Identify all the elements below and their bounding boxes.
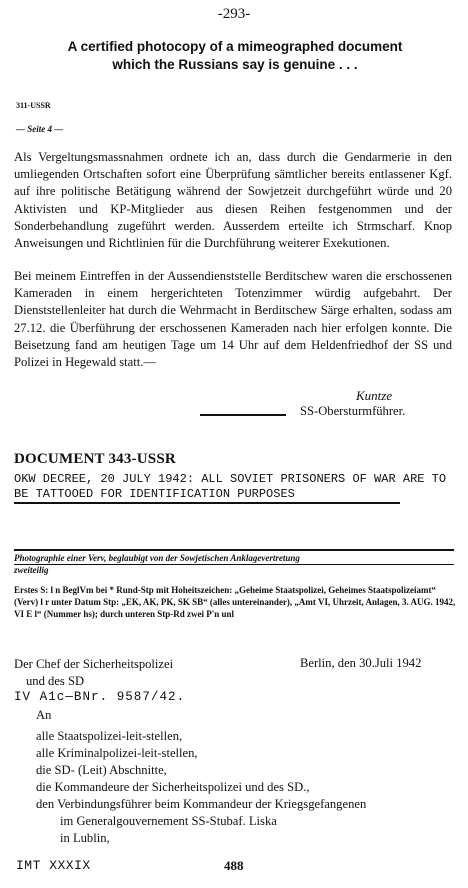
heading-line-2: which the Russians say is genuine . . . (112, 57, 358, 72)
signature-rank: SS-Obersturmführer. (300, 404, 406, 418)
page-heading (60, 38, 410, 74)
document-subtitle: OKW DECREE, 20 JULY 1942: ALL SOVIET PRISONERS OF WAR ARE TO BE TATTOOED FOR IDENTIFICATION PURPOSES (14, 472, 447, 501)
recipient-item: den Verbindungsführer beim Kommandeur der Kriegsgefangenen (36, 797, 367, 811)
document-title: DOCUMENT 343-USSR (14, 451, 176, 467)
photo-caption-continued: zweiteilig (14, 565, 49, 575)
sender-line-1: Der Chef der Sicherheitspolizei (14, 657, 174, 671)
section-divider (14, 549, 454, 551)
paragraph-reprisals: Als Vergeltungsmassnahmen ordnete ich an, dass durch die Gendarmerie in den umliegenden Ortschaften sofort eine Überprüfung sämtlicher bereits entlassener Kgf. auf ihre politische Betätigung während der Sowjetzeit durchgeführt würde und 20 Aktivisten und KP-Mitglieder aus diesen Reihen festgenommen und der Sonderbehandlung zugeführt werden. Ausserdem erteilte ich Strmscharf. Knop Anweisungen und Richtlinien für die Durchführung weiterer Exekutionen. (14, 150, 452, 251)
footer-page-number: 488 (224, 858, 244, 873)
recipient-item: alle Staatspolizei-leit-stellen, (36, 729, 183, 743)
recipient-item: in Lublin, (60, 831, 110, 845)
sender-line-2: und des SD (26, 674, 85, 688)
signature-name: Kuntze (356, 388, 393, 403)
caption-underline (14, 564, 454, 565)
reference-number: IV A1c—BNr. 9587/42. (14, 690, 186, 704)
page-marker: — Seite 4 — (16, 124, 64, 134)
page-number: -293- (217, 6, 251, 22)
recipient-list (36, 728, 366, 847)
paragraph-burial: Bei meinem Eintreffen in der Aussendienststelle Berditschew waren die erschossenen Kameraden in einem hergerichteten Totenzimmer würdig aufgebahrt. Der Dienststellenleiter hat durch die Wehrmacht in Berditschew Särge erhalten, sodass am 27.12. die Überführung der erschossenen Kameraden nach hier erfolgen konnte. Die Beisetzung fand am heutigen Tage um 14 Uhr auf dem Heldenfriedhof der SS und Polizei in Hegewald statt.— (14, 269, 452, 370)
signature-rule (200, 414, 286, 416)
recipient-item: im Generalgouvernement SS-Stubaf. Liska (60, 814, 277, 828)
recipient-item: die Kommandeure der Sicherheitspolizei und des SD., (36, 780, 310, 794)
sender-block (14, 656, 173, 690)
addressee-label: An (36, 708, 52, 722)
heading-line-1: A certified photocopy of a mimeographed document (67, 39, 403, 54)
original-document-id: 311-USSR (16, 101, 51, 110)
recipient-item: alle Kriminalpolizei-leit-stellen, (36, 746, 198, 760)
recipient-item: die SD- (Leit) Abschnitte, (36, 763, 167, 777)
photo-caption: Photographie einer Verv, beglaubigt von der Sowjetischen Anklagevertretung (14, 553, 300, 563)
place-date: Berlin, den 30.Juli 1942 (300, 656, 422, 670)
subtitle-underline (14, 502, 400, 504)
footer-volume: IMT XXXIX (16, 858, 91, 873)
stamp-description: Erstes S: l n BeglVm bei * Rund-Stp mit Hoheitszeichen: „Geheime Staatspolizei, Geheimes Staatspolizeiamt“ (Verv) l r unter Datum Stp: „EK, AK, PK, SK SB“ (alles untereinander), „Amt VI, Uhrzeit, Anlagen, 3. AUG. 1942, VI E l“ (Nummer hs); durch unteren Stp-Rd zwei P'n unl (14, 585, 456, 619)
